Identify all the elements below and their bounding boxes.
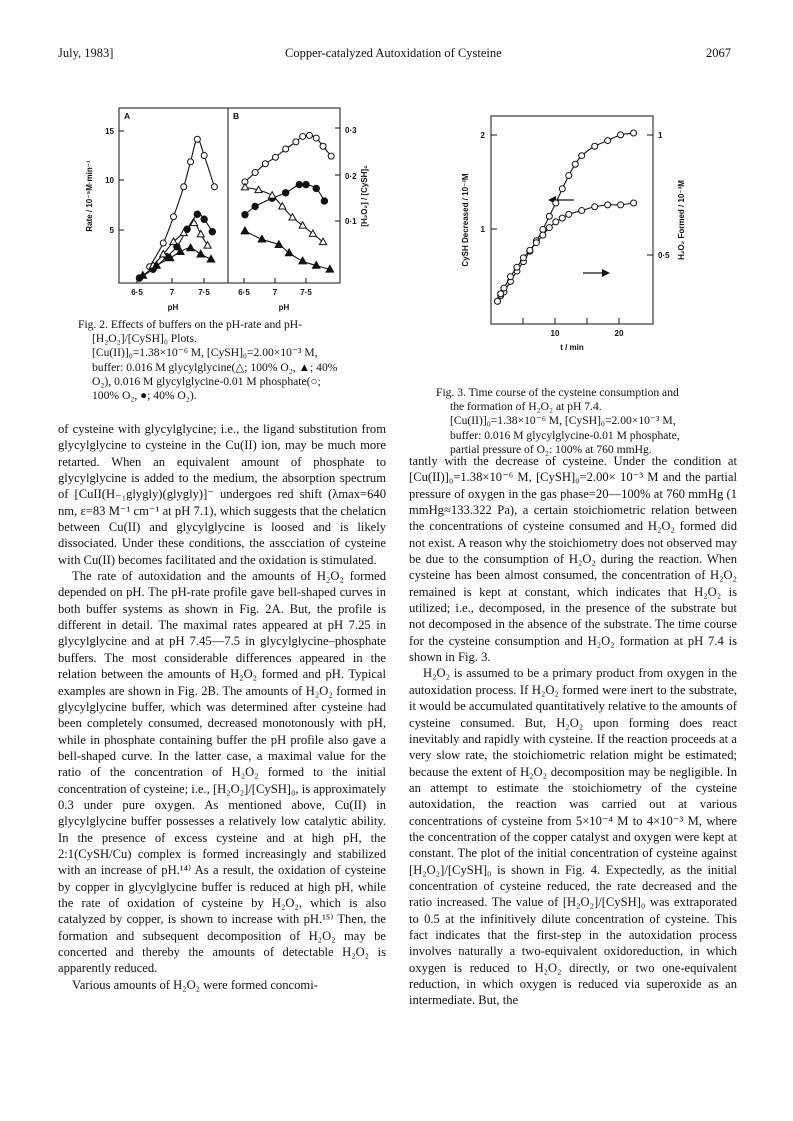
- data-point: [300, 133, 306, 139]
- data-point: [321, 198, 327, 204]
- data-point: [553, 200, 559, 206]
- fig2a-xtick-7: 7: [169, 288, 175, 297]
- fig3-ytick-2: 2: [480, 131, 485, 140]
- data-point: [313, 135, 319, 141]
- running-header-date: July, 1983]: [58, 46, 114, 60]
- data-point: [319, 238, 326, 244]
- fig3-ylabel-left: CySH Decreased / 10⁻³M: [461, 173, 470, 267]
- fig3-ytick-right-1: 1: [658, 131, 663, 140]
- fig3-ytick-1: 1: [480, 225, 485, 234]
- fig2a-xlabel: pH: [167, 303, 179, 312]
- fig3-caption-line: Fig. 3. Time course of the cysteine consumption and: [436, 386, 679, 399]
- figure-3: [436, 104, 726, 354]
- data-point: [605, 202, 611, 208]
- data-point: [293, 139, 299, 145]
- data-point: [207, 255, 215, 262]
- data-point: [194, 211, 200, 217]
- data-point: [241, 227, 249, 234]
- data-point: [566, 211, 572, 217]
- data-point: [209, 229, 215, 235]
- data-point: [309, 230, 316, 236]
- fig3-caption-line: [Cu(II)]₀=1.38×10⁻⁶ M, [CySH]₀=2.00×10⁻³ M,: [450, 414, 676, 428]
- body-column-right: [409, 453, 737, 1009]
- data-point: [160, 240, 166, 246]
- body-paragraph: The rate of autoxidation and the amounts of H₂O₂ formed depended on pH. The pH-rate profile gave bell-shaped curves in both buffer systems as shown in Fig. 2A. But, the profile is different in detail. The maximal rates appeared at pH 7.25 in glycylglycine and at pH 7.45—7.5 in glycylglycine–phosphate buffers. The most considerable differences appeared in the relation between the amounts of H₂O₂ formed and pH. Typical examples are shown in Fig. 2B. The amounts of H₂O₂ formed in glycylglycine buffer, which was determined after cysteine had been completely consumed, decreased monotonously with pH, while in phosphate containing buffer the pH profile also gave a bell-shaped curve. In the latter case, a maximal value for the ratio of the concentration of H₂O₂ formed to the initial concentration of cysteine; i.e., [H₂O₂]/[CySH]₀, is approximately 0.3 under pure oxygen. As mentioned above, Cu(II) in glycylglycine buffer possesses a relatively low catalytic ability. In the presence of excess cysteine and at high pH, the 2:1(CySH/Cu) complex is formed increasingly and stabilized with an increase of pH.¹⁴⁾ As a result, the oxidation of cysteine by copper in glycylglycine buffer is reduced at high pH, while the rate of oxidation of cysteine by H₂O₂, which is also catalyzed by copper, is shown to increase with pH.¹⁵⁾ Then, the formation and subsequent decomposition of H₂O₂ may be concerted and thereby the amounts of detectable H₂O₂ is apparently reduced.: [58, 569, 386, 976]
- data-point: [282, 190, 288, 196]
- data-point: [313, 185, 319, 191]
- data-point: [204, 242, 211, 248]
- fig2-ytick-right-03: 0·3: [345, 126, 357, 135]
- data-point: [252, 203, 258, 209]
- fig2-ytick-10: 10: [105, 176, 114, 185]
- panel-a-label: A: [124, 111, 131, 121]
- data-point: [252, 170, 258, 176]
- data-point: [498, 291, 504, 297]
- data-point: [211, 184, 217, 190]
- data-point: [296, 181, 302, 187]
- panel-b-label: B: [233, 111, 240, 121]
- data-point: [328, 153, 334, 159]
- fig2a-xtick-75: 7·5: [198, 288, 210, 297]
- data-point: [514, 264, 520, 270]
- data-point: [187, 244, 195, 251]
- fig2-caption-line: [Cu(II)]₀=1.38×10⁻⁶ M, [CySH]₀=2.00×10⁻³ M,: [92, 346, 318, 360]
- data-point: [618, 132, 624, 138]
- fig2-caption-line: buffer: 0.016 M glycylglycine(△; 100% O₂, ▲; 40%: [92, 360, 338, 374]
- fig2-ytick-15: 15: [105, 127, 114, 136]
- data-point: [553, 219, 559, 225]
- data-point: [201, 153, 207, 159]
- page-number: 2067: [706, 46, 731, 60]
- data-point: [520, 255, 526, 261]
- fig2-caption-line: O₂), 0.016 M glycylglycine-0.01 M phosphate(○;: [92, 374, 321, 388]
- fig2a-xtick-65: 6·5: [131, 288, 143, 297]
- data-point: [579, 208, 585, 214]
- fig3-ylabel-right: H₂O₂ Formed / 10⁻³M: [677, 180, 686, 260]
- figure-3-caption: [436, 386, 736, 457]
- data-point: [507, 274, 513, 280]
- figure-2: [78, 104, 378, 314]
- fig2b-xtick-7: 7: [272, 288, 278, 297]
- data-point: [618, 202, 624, 208]
- data-point: [631, 130, 637, 136]
- data-point: [501, 285, 507, 291]
- data-point: [197, 230, 204, 236]
- fig2-caption-line: Fig. 2. Effects of buffers on the pH-rate and pH-: [78, 318, 302, 331]
- data-point: [201, 216, 207, 222]
- data-point: [494, 298, 500, 304]
- data-point: [283, 146, 289, 152]
- data-point: [306, 132, 312, 138]
- data-point: [299, 222, 306, 228]
- body-paragraph: of cysteine with glycylglycine; i.e., the ligand substitution from glycylglycine to cysteine in the Cu(II) ion, may be much more retarted. When an equivalent amount of phosphate to glycylglycine is added to the medium, the absorption spectrum of [CuII(H₋₁glygly)(glygly)]⁻ undergoes red shift (λmax=640 nm, ε=83 M⁻¹ cm⁻¹ at pH 7.1), which suggests that the chelaticn between Cu(II) and glycylglycine is loosed and is likely dissociated. Under these conditions, the asscciation of cysteine with Cu(II) becomes facilitated and the oxidation is stimulated.: [58, 422, 386, 567]
- data-point: [540, 226, 546, 232]
- data-point: [592, 204, 598, 210]
- data-point: [171, 214, 177, 220]
- fig2-ylabel-right: [H₂O₂] / [CySH]₀: [360, 165, 369, 227]
- fig2b-xtick-75: 7·5: [300, 288, 312, 297]
- fig2-ytick-right-01: 0·1: [345, 217, 357, 226]
- figure-2-caption: [78, 318, 378, 403]
- running-header-title: Copper-catalyzed Autoxidation of Cysteine: [285, 46, 502, 60]
- data-point: [559, 215, 565, 221]
- data-point: [631, 200, 637, 206]
- fig3-caption-line: the formation of H₂O₂ at pH 7.4.: [450, 400, 602, 414]
- fig2b-xlabel: pH: [278, 303, 290, 312]
- body-paragraph: H₂O₂ is assumed to be a primary product from oxygen in the autoxidation process. If H₂O₂ formed were inert to the substrate, it would be accumulated quantitatively relative to the amounts of cysteine consumed. But, H₂O₂ upon forming does react inevitably and rapidly with cysteine. If the reaction proceeds at a very slow rate, the stoichiometric relation might be estimated; because the extent of H₂O₂ decomposition may be negligible. In an attempt to estimate the stoichiometry of the cysteine autoxidation, the reaction was carried out at various concentrations of cysteine from 5×10⁻⁴ M to 4×10⁻³ M, where the concentration of the copper catalyst and oxygen were kept at constant. The plot of the initial concentration of cysteine against [H₂O₂]/[CySH]₀ is shown in Fig. 4. Expectedly, as the initial concentration of cysteine reduced, the rate decreased and the ratio increased. The value of [H₂O₂]/[CySH]₀ was extraporated to 0.5 at the infinitively dilute concentration of cysteine. This fact indicates that the first-step in the autoxidation process involves naturally a two-equivalent oxidoreduction, in which oxygen is reduced to H₂O₂ directly, or two one-equivalent reduction, in which oxygen is reduced via superoxide as an intermediate. But, the: [409, 666, 737, 1008]
- data-point: [527, 247, 533, 253]
- fig3-ytick-right-05: 0·5: [658, 251, 670, 260]
- data-point: [241, 183, 248, 189]
- fig2-ytick-5: 5: [109, 226, 114, 235]
- data-point: [181, 184, 187, 190]
- data-point: [592, 143, 598, 149]
- data-point: [273, 154, 279, 160]
- data-point: [262, 161, 268, 167]
- data-point: [605, 138, 611, 144]
- data-point: [320, 143, 326, 149]
- fig2-ylabel-left: Rate / 10⁻⁵M·min⁻¹: [85, 160, 94, 232]
- fig3-xlabel: t / min: [560, 343, 584, 352]
- body-paragraph: tantly with the decrease of cysteine. Under the condition at [Cu(II)]₀=1.38×10⁻⁶ M, [CySH]₀=2.00× 10⁻³ M and the partial pressure of oxygen in the gas phase=20—100% at 760 mmHg (1 mmHg≈133.322 Pa), a certain stoichiometric relation between the concentrations of cysteine consumed and H₂O₂ formed did not exist. A reason why the stoichiometry does not observed may be due to the consumption of H₂O₂ during the reaction. When cysteine has been almost consumed, the concentration of H₂O₂ remained is kept at constant, which indicates that H₂O₂ is utilized; i.e., decomposed, in the presence of the substrate but not decomposed in the absence of the substrate. The time course for the cysteine consumption and H₂O₂ formation at pH 7.4 is shown in Fig. 3.: [409, 454, 737, 665]
- data-point: [194, 136, 200, 142]
- fig3-xtick-10: 10: [550, 329, 560, 338]
- data-point: [559, 186, 565, 192]
- fig2-caption-line: [H₂O₂]/[CySH]₀ Plots.: [92, 332, 197, 346]
- data-point: [188, 159, 194, 165]
- data-point: [242, 211, 248, 217]
- data-point: [579, 153, 585, 159]
- data-point: [566, 173, 572, 179]
- data-point: [299, 257, 307, 264]
- fig2-ytick-right-02: 0·2: [345, 172, 357, 181]
- fig3-caption-line: buffer: 0.016 M glycylglycine-0.01 M phosphate,: [450, 428, 680, 442]
- fig2-caption-line: 100% O₂, ●; 40% O₂).: [92, 389, 197, 403]
- data-point: [533, 240, 539, 246]
- fig2b-xtick-65: 6·5: [238, 288, 250, 297]
- data-point: [285, 249, 293, 256]
- data-point: [303, 181, 309, 187]
- fig3-caption-line: partial pressure of O₂: 100% at 760 mmHg.: [450, 442, 652, 456]
- data-point: [572, 161, 578, 167]
- data-point: [269, 192, 276, 198]
- data-point: [546, 213, 552, 219]
- series-curve: [245, 135, 331, 182]
- data-point: [197, 250, 205, 257]
- fig3-xtick-20: 20: [614, 329, 624, 338]
- data-point: [540, 232, 546, 238]
- data-point: [546, 225, 552, 231]
- body-column-left: [58, 421, 386, 993]
- body-paragraph: Various amounts of H₂O₂ were formed concomi-: [72, 977, 318, 992]
